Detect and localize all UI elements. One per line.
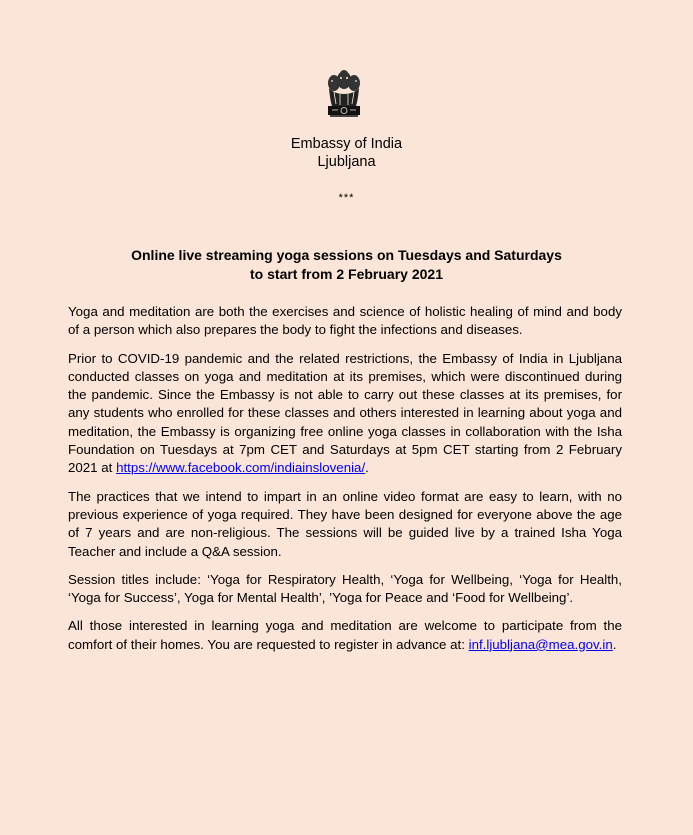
national-emblem-icon <box>320 68 368 136</box>
embassy-city: Ljubljana <box>317 154 376 170</box>
paragraph-register <box>68 617 622 654</box>
title-line-2: to start from 2 February 2021 <box>250 266 443 282</box>
letterhead <box>0 135 693 171</box>
email-link[interactable]: inf.ljubljana@mea.gov.in <box>468 636 613 652</box>
paragraph-intro: Yoga and meditation are both the exercises and science of holistic healing of mind and body of a person which also prepares the body to fight the infections and diseases. <box>68 304 622 338</box>
paragraph-register-text: All those interested in learning yoga and meditation are welcome to participate from the comfort of their homes. You are requested to register in advance at: <box>68 618 622 652</box>
paragraph-register-end: . <box>612 636 617 652</box>
section-separator: *** <box>338 192 355 204</box>
paragraph-practices: The practices that we intend to impart in an online video format are easy to learn, with no previous experience of yoga required. They have been designed for everyone above the age of 7 years and are non-religious. The sessions will be guided live by a trained Isha Yoga Teacher and include a Q&A session. <box>68 488 622 559</box>
paragraph-schedule <box>68 350 622 478</box>
announcement-body <box>68 303 622 664</box>
paragraph-schedule-end: . <box>365 460 369 476</box>
paragraph-session-titles: Session titles include: ‘Yoga for Respiratory Health, ‘Yoga for Wellbeing, ‘Yoga for Health, ‘Yoga for Success’, Yoga for Mental Health’, ’Yoga for Peace and ‘Food for Wellbeing’. <box>68 571 622 606</box>
facebook-link[interactable]: https://www.facebook.com/indiainslovenia/ <box>116 460 366 476</box>
announcement-title <box>60 246 633 284</box>
title-line-1: Online live streaming yoga sessions on Tuesdays and Saturdays <box>131 247 562 263</box>
embassy-name: Embassy of India <box>290 136 403 152</box>
paragraph-schedule-text: Prior to COVID-19 pandemic and the related restrictions, the Embassy of India in Ljubljana conducted classes on yoga and meditation at its premises, which were discontinued during the pandemic. Since the Embassy is not able to carry out these classes at its premises, for any students who enrolled for these classes and others interested in learning about yoga and meditation, the Embassy is organizing free online yoga classes in collaboration with the Isha Foundation on Tuesdays at 7pm CET and Saturdays at 5pm CET starting from 2 February 2021 at <box>68 350 622 476</box>
